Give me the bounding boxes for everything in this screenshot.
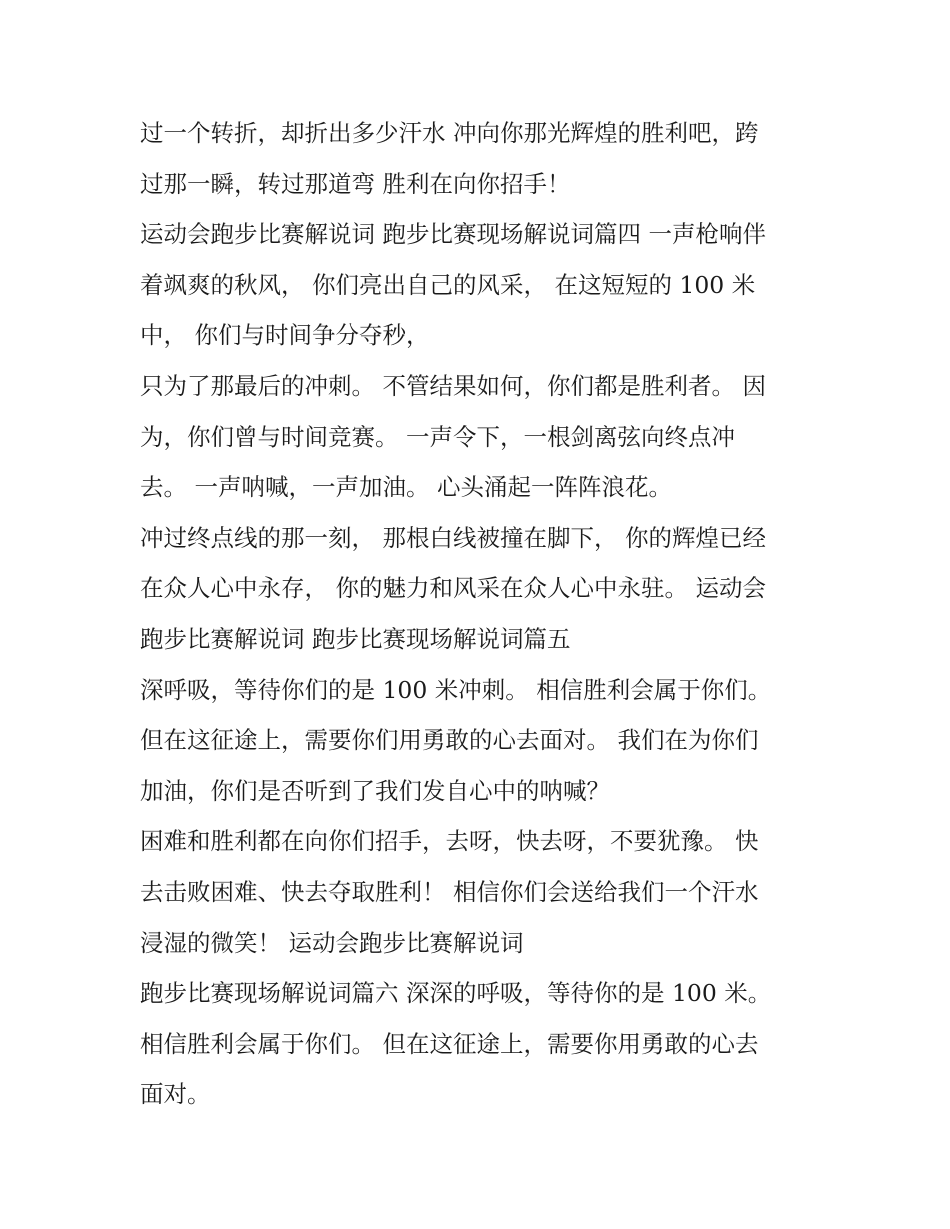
text-line: 中， 你们与时间争分夺秒， — [140, 321, 430, 350]
text-line: 面对。 — [140, 1080, 211, 1109]
text-line: 运动会跑步比赛解说词 跑步比赛现场解说词篇四 一声枪响伴 — [140, 220, 766, 249]
text-line: 过一个转折，却折出多少汗水 冲向你那光辉煌的胜利吧，跨 — [140, 119, 759, 147]
text-line: 在众人心中永存， 你的魅力和风采在众人心中永驻。 运动会 — [140, 574, 766, 603]
text-line: 着飒爽的秋风， 你们亮出自己的风采， 在这短短的 100 米 — [140, 270, 756, 299]
text-line: 跑步比赛解说词 跑步比赛现场解说词篇五 — [140, 624, 571, 653]
text-line: 只为了那最后的冲刺。 不管结果如何，你们都是胜利者。 因 — [140, 371, 766, 400]
text-line: 但在这征途上，需要你们用勇敢的心去面对。 我们在为你们 — [140, 726, 759, 755]
text-line: 相信胜利会属于你们。 但在这征途上，需要你用勇敢的心去 — [140, 1029, 759, 1058]
text-line: 加油，你们是否听到了我们发自心中的呐喊？ — [140, 776, 610, 805]
text-line: 过那一瞬，转过那道弯 胜利在向你招手！ — [140, 169, 571, 198]
body-text — [140, 108, 810, 1120]
text-line: 浸湿的微笑！ 运动会跑步比赛解说词 — [140, 928, 524, 957]
text-line: 困难和胜利都在向你们招手，去呀，快去呀，不要犹豫。 快 — [140, 827, 759, 856]
text-line: 为，你们曾与时间竞赛。 一声令下，一根剑离弦向终点冲 — [140, 422, 735, 451]
text-line: 去。 一声呐喊，一声加油。 心头涌起一阵阵浪花。 — [140, 473, 672, 502]
text-line: 深呼吸，等待你们的是 100 米冲刺。 相信胜利会属于你们。 — [140, 675, 772, 704]
text-line: 跑步比赛现场解说词篇六 深深的呼吸，等待你的是 100 米。 — [140, 979, 772, 1008]
text-line: 冲过终点线的那一刻， 那根白线被撞在脚下， 你的辉煌已经 — [140, 523, 766, 552]
text-line: 去击败困难、快去夺取胜利！ 相信你们会送给我们一个汗水 — [140, 877, 759, 906]
